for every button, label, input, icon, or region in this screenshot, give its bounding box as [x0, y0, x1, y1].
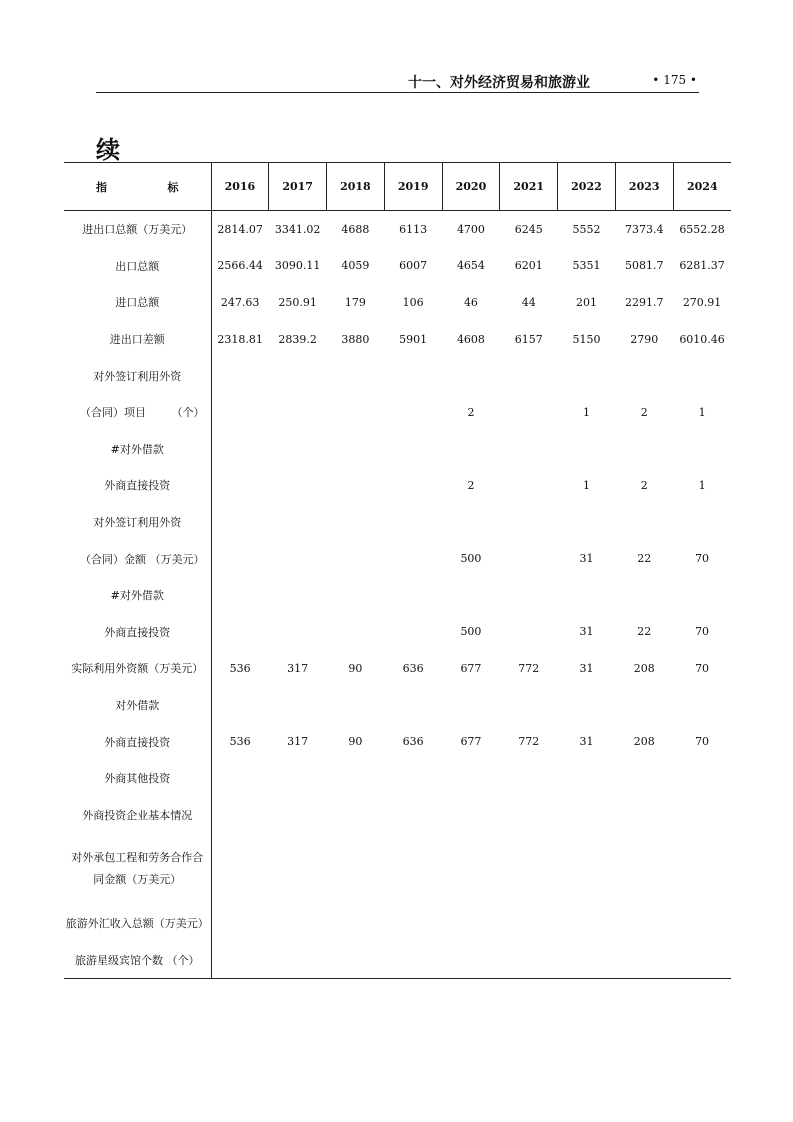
table-row — [64, 540, 731, 577]
value-cell: 22 — [637, 552, 652, 566]
value-cell — [500, 577, 558, 614]
value-cell: 4688 — [341, 222, 370, 236]
value-cell: 772 — [518, 735, 540, 749]
row-label: #对外借款 — [64, 577, 211, 614]
year-header-2019: 2019 — [384, 163, 442, 211]
table-row — [64, 577, 731, 614]
value-cell: 536 — [229, 735, 251, 749]
value-cell — [558, 833, 616, 905]
table-row — [64, 650, 731, 687]
value-cell: 636 — [402, 735, 424, 749]
value-cell — [269, 577, 327, 614]
value-cell: 6010.46 — [679, 332, 725, 346]
value-cell — [384, 614, 442, 651]
value-cell: 31 — [579, 552, 594, 566]
row-label-text: （合同）金额 — [80, 552, 146, 566]
value-cell — [211, 833, 269, 905]
value-cell — [269, 797, 327, 834]
row-label-unit: （万美元） — [149, 552, 205, 566]
value-cell: 208 — [633, 661, 655, 675]
value-cell — [673, 833, 731, 905]
value-cell: 6281.37 — [679, 259, 725, 273]
value-cell — [500, 905, 558, 942]
value-cell — [211, 394, 269, 431]
value-cell: 536 — [229, 661, 251, 675]
value-cell — [384, 540, 442, 577]
value-cell — [384, 760, 442, 797]
value-cell — [211, 431, 269, 468]
value-cell — [269, 905, 327, 942]
value-cell — [558, 687, 616, 724]
value-cell: 4059 — [341, 259, 370, 273]
value-cell — [269, 833, 327, 905]
value-cell — [500, 431, 558, 468]
value-cell — [327, 905, 385, 942]
row-label-text: 对外承包工程和劳务合作合同金额（万美元） — [71, 851, 204, 887]
value-cell: 1 — [698, 478, 706, 492]
value-cell — [615, 833, 673, 905]
value-cell — [327, 833, 385, 905]
value-cell — [673, 797, 731, 834]
value-cell — [442, 760, 500, 797]
value-cell — [211, 687, 269, 724]
value-cell: 70 — [695, 661, 710, 675]
value-cell: 270.91 — [682, 295, 722, 309]
value-cell — [442, 687, 500, 724]
value-cell — [269, 431, 327, 468]
value-cell: 208 — [633, 735, 655, 749]
value-cell — [211, 797, 269, 834]
value-cell — [327, 577, 385, 614]
value-cell: 6007 — [399, 259, 428, 273]
year-header-2022: 2022 — [558, 163, 616, 211]
indicator-header — [64, 163, 211, 211]
value-cell — [558, 357, 616, 394]
year-header-2024: 2024 — [673, 163, 731, 211]
value-cell — [558, 797, 616, 834]
row-label: 对外签订利用外资 — [64, 504, 211, 541]
value-cell — [269, 760, 327, 797]
value-cell — [673, 577, 731, 614]
value-cell — [211, 357, 269, 394]
value-cell — [327, 357, 385, 394]
value-cell: 2839.2 — [278, 332, 317, 346]
value-cell — [500, 394, 558, 431]
value-cell: 5552 — [572, 222, 601, 236]
value-cell — [615, 687, 673, 724]
table-row — [64, 211, 731, 248]
year-header-2017: 2017 — [269, 163, 327, 211]
value-cell: 2 — [467, 405, 475, 419]
value-cell — [211, 905, 269, 942]
value-cell — [269, 394, 327, 431]
value-cell — [442, 357, 500, 394]
value-cell — [615, 357, 673, 394]
value-cell — [211, 540, 269, 577]
value-cell: 500 — [460, 625, 482, 639]
value-cell — [384, 504, 442, 541]
year-header-2023: 2023 — [615, 163, 673, 211]
table-row — [64, 504, 731, 541]
value-cell: 22 — [637, 625, 652, 639]
row-label: 外商其他投资 — [64, 760, 211, 797]
chapter-title: 十一、对外经济贸易和旅游业 — [408, 75, 590, 91]
value-cell — [384, 905, 442, 942]
value-cell: 5351 — [572, 259, 601, 273]
value-cell — [211, 467, 269, 504]
value-cell: 2790 — [630, 332, 659, 346]
value-cell: 247.63 — [220, 295, 260, 309]
value-cell — [442, 833, 500, 905]
value-cell: 90 — [348, 661, 363, 675]
row-label: 旅游星级宾馆个数 （个） — [64, 942, 211, 979]
row-label: 外商直接投资 — [64, 467, 211, 504]
value-cell: 3090.11 — [274, 259, 321, 273]
value-cell: 2 — [640, 478, 648, 492]
value-cell — [615, 760, 673, 797]
value-cell — [384, 394, 442, 431]
value-cell — [558, 577, 616, 614]
value-cell: 70 — [695, 625, 710, 639]
value-cell — [500, 797, 558, 834]
value-cell: 5150 — [572, 332, 601, 346]
table-row — [64, 760, 731, 797]
value-cell — [327, 467, 385, 504]
value-cell: 4700 — [456, 222, 485, 236]
value-cell — [211, 760, 269, 797]
value-cell — [384, 431, 442, 468]
value-cell — [558, 760, 616, 797]
table-row — [64, 905, 731, 942]
value-cell — [442, 942, 500, 979]
table-body — [64, 211, 731, 979]
table-row — [64, 357, 731, 394]
value-cell: 2291.7 — [624, 295, 664, 309]
value-cell: 6245 — [514, 222, 543, 236]
value-cell: 2814.07 — [217, 222, 263, 236]
table-row — [64, 394, 731, 431]
row-label: 外商直接投资 — [64, 723, 211, 760]
value-cell — [327, 394, 385, 431]
value-cell: 3341.02 — [274, 222, 321, 236]
value-cell — [327, 614, 385, 651]
value-cell: 6113 — [399, 222, 428, 236]
value-cell: 317 — [287, 735, 309, 749]
row-label: 对外借款 — [64, 687, 211, 724]
year-header-2018: 2018 — [327, 163, 385, 211]
value-cell: 7373.4 — [624, 222, 664, 236]
value-cell — [327, 540, 385, 577]
row-label: 进出口差额 — [64, 321, 211, 358]
value-cell: 179 — [344, 295, 366, 309]
value-cell: 772 — [518, 661, 540, 675]
value-cell — [269, 540, 327, 577]
value-cell — [673, 687, 731, 724]
value-cell — [211, 504, 269, 541]
table-row — [64, 723, 731, 760]
value-cell: 90 — [348, 735, 363, 749]
page-number: • 175 • — [652, 73, 697, 87]
value-cell — [384, 357, 442, 394]
value-cell — [558, 431, 616, 468]
indicator-header-char-1: 指 — [96, 180, 107, 194]
value-cell — [269, 687, 327, 724]
value-cell — [327, 942, 385, 979]
value-cell: 46 — [463, 295, 478, 309]
value-cell: 4654 — [456, 259, 485, 273]
value-cell — [500, 614, 558, 651]
value-cell — [442, 577, 500, 614]
row-label: 实际利用外资额（万美元） — [64, 650, 211, 687]
table-row — [64, 248, 731, 285]
value-cell: 1 — [698, 405, 706, 419]
value-cell — [673, 357, 731, 394]
value-cell — [558, 504, 616, 541]
value-cell — [500, 540, 558, 577]
value-cell — [500, 687, 558, 724]
value-cell: 4608 — [456, 332, 485, 346]
value-cell — [384, 467, 442, 504]
value-cell — [558, 942, 616, 979]
value-cell: 2 — [640, 405, 648, 419]
value-cell — [269, 357, 327, 394]
row-label: 外商直接投资 — [64, 614, 211, 651]
value-cell: 6552.28 — [679, 222, 725, 236]
table-row — [64, 797, 731, 834]
row-label — [64, 540, 211, 577]
row-label: 出口总额 — [64, 248, 211, 285]
row-label — [64, 394, 211, 431]
value-cell — [269, 467, 327, 504]
value-cell — [384, 797, 442, 834]
table-row — [64, 321, 731, 358]
value-cell: 3880 — [341, 332, 370, 346]
value-cell: 70 — [695, 552, 710, 566]
value-cell — [500, 357, 558, 394]
row-label — [64, 833, 211, 905]
value-cell: 1 — [582, 478, 590, 492]
value-cell — [384, 687, 442, 724]
value-cell: 636 — [402, 661, 424, 675]
table-row — [64, 687, 731, 724]
row-label-unit: （个） — [171, 406, 205, 420]
value-cell: 106 — [402, 295, 424, 309]
value-cell: 70 — [695, 735, 710, 749]
value-cell — [269, 942, 327, 979]
value-cell — [442, 504, 500, 541]
table-row — [64, 942, 731, 979]
year-header-2020: 2020 — [442, 163, 500, 211]
value-cell — [615, 905, 673, 942]
value-cell — [500, 467, 558, 504]
value-cell — [673, 760, 731, 797]
statistics-table — [64, 162, 731, 979]
year-header-2016: 2016 — [211, 163, 269, 211]
value-cell — [442, 905, 500, 942]
value-cell: 6201 — [514, 259, 543, 273]
indicator-header-char-2: 标 — [167, 180, 179, 194]
value-cell — [615, 431, 673, 468]
value-cell — [384, 942, 442, 979]
value-cell — [615, 504, 673, 541]
value-cell — [384, 577, 442, 614]
table-row — [64, 467, 731, 504]
value-cell: 677 — [460, 661, 482, 675]
value-cell: 2318.81 — [217, 332, 263, 346]
row-label: 进出口总额（万美元） — [64, 211, 211, 248]
value-cell — [327, 760, 385, 797]
value-cell — [327, 797, 385, 834]
value-cell — [500, 833, 558, 905]
value-cell — [327, 431, 385, 468]
table-row — [64, 833, 731, 905]
value-cell — [442, 431, 500, 468]
value-cell — [500, 760, 558, 797]
value-cell: 2 — [467, 478, 475, 492]
value-cell — [500, 504, 558, 541]
page-header — [96, 70, 699, 93]
value-cell — [673, 905, 731, 942]
row-label: 进口总额 — [64, 284, 211, 321]
value-cell — [269, 504, 327, 541]
value-cell — [269, 614, 327, 651]
value-cell — [673, 431, 731, 468]
value-cell: 201 — [575, 295, 597, 309]
value-cell: 44 — [521, 295, 536, 309]
row-label: 外商投资企业基本情况 — [64, 797, 211, 834]
value-cell: 2566.44 — [217, 259, 263, 273]
value-cell — [500, 942, 558, 979]
value-cell — [327, 687, 385, 724]
value-cell — [558, 905, 616, 942]
row-label: #对外借款 — [64, 431, 211, 468]
table-row — [64, 431, 731, 468]
value-cell: 500 — [460, 552, 482, 566]
value-cell — [673, 942, 731, 979]
value-cell: 31 — [579, 625, 594, 639]
row-label: 对外签订利用外资 — [64, 357, 211, 394]
value-cell — [673, 504, 731, 541]
continued-label: 续 — [96, 135, 120, 164]
value-cell: 6157 — [514, 332, 543, 346]
value-cell — [211, 942, 269, 979]
value-cell — [211, 614, 269, 651]
value-cell — [384, 833, 442, 905]
value-cell — [211, 577, 269, 614]
value-cell: 31 — [579, 735, 594, 749]
value-cell: 250.91 — [278, 295, 317, 309]
year-header-2021: 2021 — [500, 163, 558, 211]
row-label-text: （合同）项目 — [80, 406, 146, 420]
value-cell: 1 — [582, 405, 590, 419]
table-row — [64, 614, 731, 651]
value-cell: 677 — [460, 735, 482, 749]
value-cell: 317 — [287, 661, 309, 675]
value-cell — [615, 797, 673, 834]
value-cell — [442, 797, 500, 834]
table-row — [64, 284, 731, 321]
value-cell — [615, 577, 673, 614]
table-header-row — [64, 163, 731, 211]
value-cell: 5901 — [399, 332, 428, 346]
value-cell — [327, 504, 385, 541]
value-cell — [615, 942, 673, 979]
row-label: 旅游外汇收入总额（万美元） — [64, 905, 211, 942]
value-cell: 31 — [579, 661, 594, 675]
value-cell: 5081.7 — [624, 259, 664, 273]
